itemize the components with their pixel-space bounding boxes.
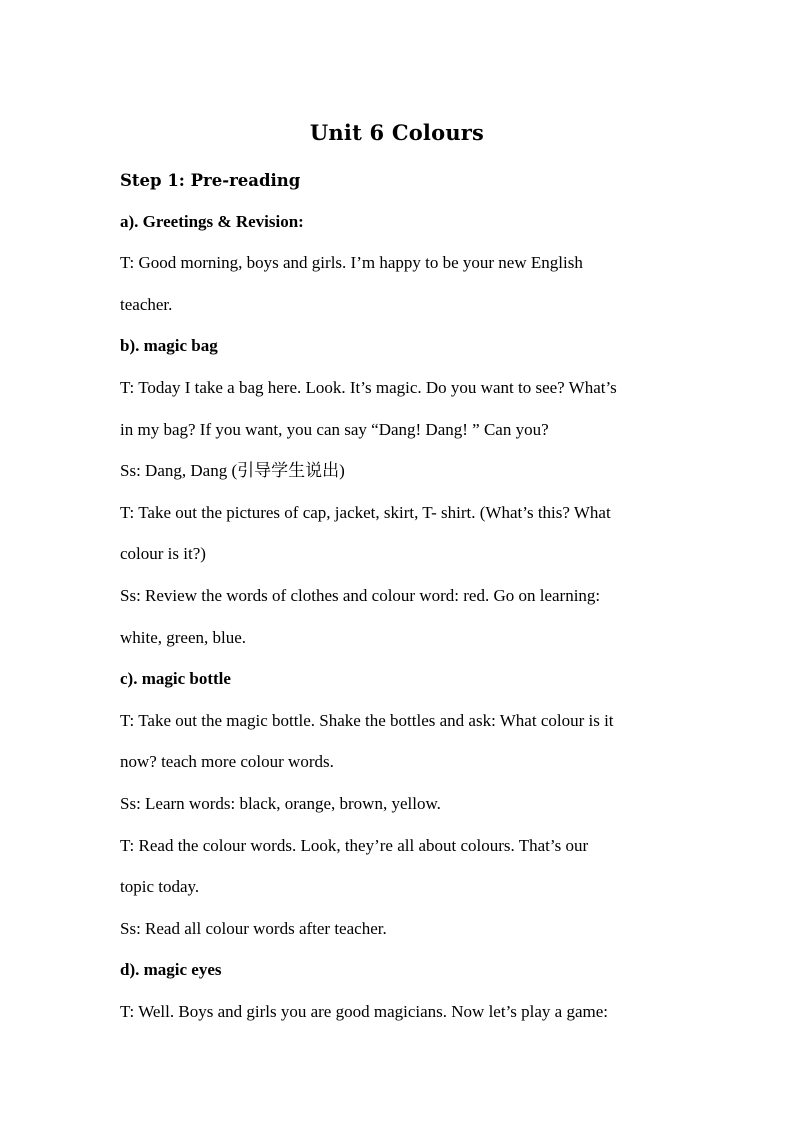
section-c-line-1: T: Take out the magic bottle. Shake the bottles and ask: What colour is it [120,711,614,730]
section-b-line-3: Ss: Dang, Dang (引导学生说出) [120,461,345,480]
section-c-line-6: Ss: Read all colour words after teacher. [120,919,387,938]
step1-heading: Step 1: Pre-reading [120,171,301,190]
section-b-heading: b). magic bag [120,336,218,355]
document-title: Unit 6 Colours [309,120,485,145]
section-b-line-4: T: Take out the pictures of cap, jacket, skirt, T- shirt. (What’s this? What [120,503,611,522]
section-b-line-7: white, green, blue. [120,628,247,647]
section-a-line-2: teacher. [120,295,173,314]
section-b-line-5: colour is it?) [120,544,206,563]
section-c-line-3: Ss: Learn words: black, orange, brown, yellow. [120,794,441,813]
section-b-line-2: in my bag? If you want, you can say “Dang! Dang! ” Can you? [120,420,549,439]
section-a-line-1: T: Good morning, boys and girls. I’m happy to be your new English [120,253,583,272]
section-b-line-6: Ss: Review the words of clothes and colour word: red. Go on learning: [120,586,601,605]
section-b-line-1: T: Today I take a bag here. Look. It’s magic. Do you want to see? What’s [120,378,617,397]
section-c-line-4: T: Read the colour words. Look, they’re all about colours. That’s our [120,836,589,855]
section-c-heading: c). magic bottle [120,669,231,688]
section-d-heading: d). magic eyes [120,960,222,979]
section-a-heading: a). Greetings & Revision: [120,212,304,231]
section-c-line-2: now? teach more colour words. [120,752,334,771]
section-c-line-5: topic today. [120,877,200,896]
section-d-line-1: T: Well. Boys and girls you are good magicians. Now let’s play a game: [120,1002,609,1021]
